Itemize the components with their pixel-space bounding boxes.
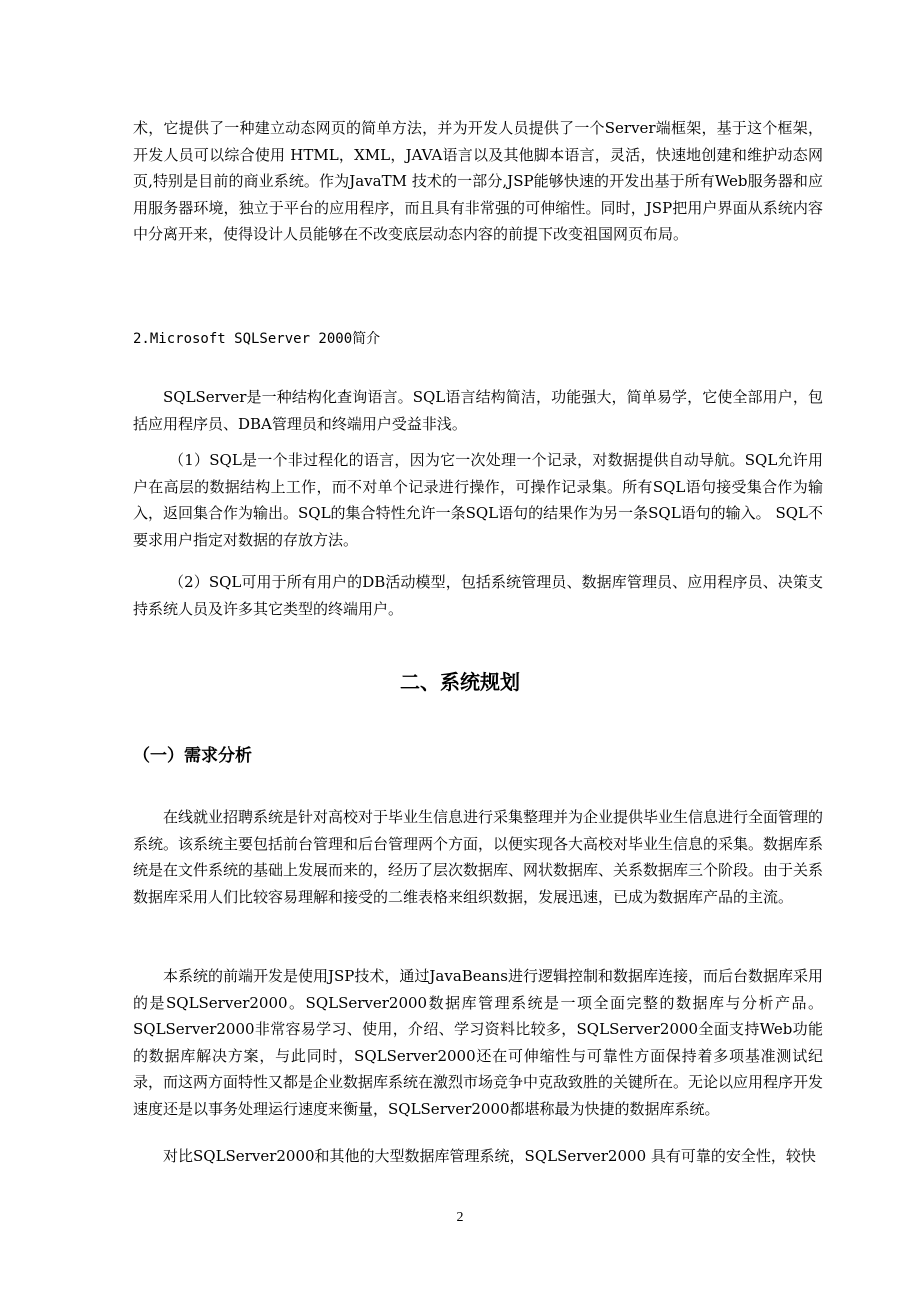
sql-point-1-paragraph: （1）SQL是一个非过程化的语言，因为它一次处理一个记录，对数据提供自动导航。SQL允许用户在高层的数据结构上工作，而不对单个记录进行操作，可操作记录集。所有SQL语句接受集合作为输入，返回集合作为输出。SQL的集合特性允许一条SQL语句的结果作为另一条SQL语句的输入。 SQL不要求用户指定对数据的存放方法。	[133, 451, 823, 549]
requirements-paragraph-1: 在线就业招聘系统是针对高校对于毕业生信息进行采集整理并为企业提供毕业生信息进行全面管理的系统。该系统主要包括前台管理和后台管理两个方面，以便实现各大高校对毕业生信息的采集。数据库系统是在文件系统的基础上发展而来的，经历了层次数据库、网状数据库、关系数据库三个阶段。由于关系数据库采用人们比较容易理解和接受的二维表格来组织数据，发展迅速，已成为数据库产品的主流。	[133, 808, 824, 906]
section-title: （一）需求分析	[133, 746, 252, 766]
sql-point-2-paragraph: （2）SQL可用于所有用户的DB活动模型，包括系统管理员、数据库管理员、应用程序员、决策支持系统人员及许多其它类型的终端用户。	[133, 573, 823, 618]
sql-intro-paragraph: SQLServer是一种结构化查询语言。SQL语言结构简洁，功能强大，简单易学，它使全部用户，包括应用程序员、DBA管理员和终端用户受益非浅。	[133, 388, 823, 433]
jsp-intro-paragraph: 术，它提供了一种建立动态网页的简单方法，并为开发人员提供了一个Server端框架，基于这个框架，开发人员可以综合使用 HTML，XML，JAVA语言以及其他脚本语言，灵活，快速地创建和维护动态网页,特别是目前的商业系统。作为JavaTM 技术的一部分,JSP能够快速的开发出基于所有Web服务器和应用服务器环境，独立于平台的应用程序，而且具有非常强的可伸缩性。同时，JSP把用户界面从系统内容中分离开来，使得设计人员能够在不改变底层动态内容的前提下改变祖国网页布局。	[133, 119, 823, 243]
page-number: 2	[456, 1210, 464, 1225]
chapter-title: 二、系统规划	[400, 670, 520, 694]
sql-server-heading: 2.Microsoft SQLServer 2000简介	[133, 331, 381, 347]
requirements-paragraph-2: 本系统的前端开发是使用JSP技术，通过JavaBeans进行逻辑控制和数据库连接，而后台数据库采用的是SQLServer2000。SQLServer2000数据库管理系统是一项全面完整的数据库与分析产品。SQLServer2000非常容易学习、使用，介绍、学习资料比较多，SQLServer2000全面支持Web功能的数据库解决方案，与此同时，SQLServer2000还在可伸缩性与可靠性方面保持着多项基准测试纪录，而这两方面特性又都是企业数据库系统在激烈市场竞争中克敌致胜的关键所在。无论以应用程序开发速度还是以事务处理运行速度来衡量，SQLServer2000都堪称最为快捷的数据库系统。	[133, 967, 824, 1118]
requirements-paragraph-3: 对比SQLServer2000和其他的大型数据库管理系统，SQLServer2000 具有可靠的安全性，较快	[163, 1147, 816, 1165]
